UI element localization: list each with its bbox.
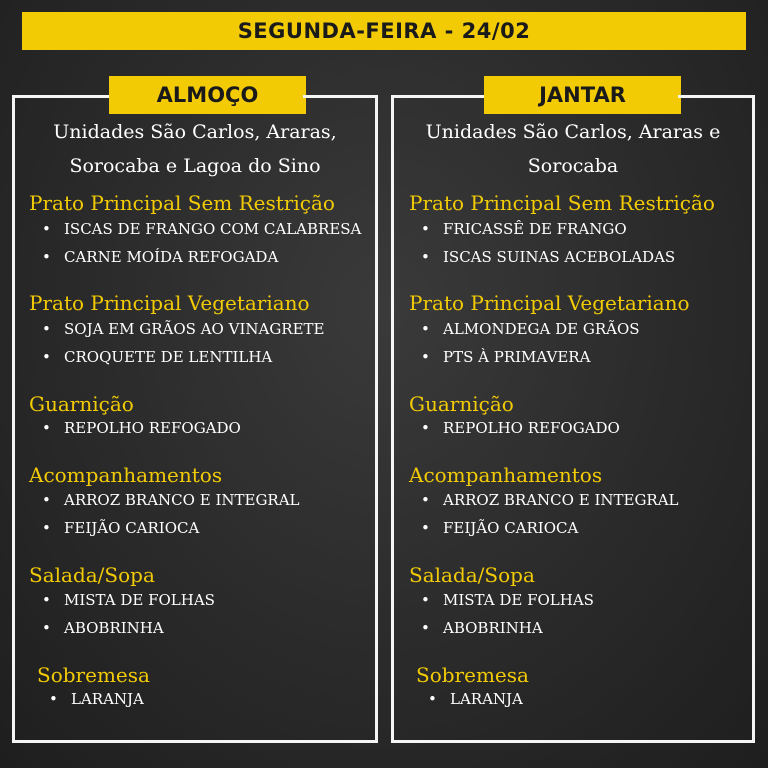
list-item: • FEIJÃO CARIOCA	[421, 519, 579, 537]
bullet-icon: •	[428, 690, 437, 708]
almoco-guarnicao-title: Guarnição	[29, 392, 134, 416]
list-item: • CARNE MOÍDA REFOGADA	[42, 248, 279, 266]
list-item: • ISCAS SUINAS ACEBOLADAS	[421, 248, 676, 266]
almoco-acompanhamentos-title: Acompanhamentos	[29, 463, 223, 487]
jantar-label: JANTAR	[484, 76, 681, 114]
bullet-icon: •	[42, 419, 51, 437]
jantar-sobremesa-title: Sobremesa	[416, 663, 529, 687]
list-item: • REPOLHO REFOGADO	[42, 419, 241, 437]
jantar-panel	[391, 83, 755, 743]
almoco-units-line2: Sorocaba e Lagoa do Sino	[69, 155, 321, 177]
bullet-icon: •	[42, 248, 51, 266]
list-item: • ARROZ BRANCO E INTEGRAL	[421, 491, 679, 509]
jantar-principal-title: Prato Principal Sem Restrição	[409, 191, 715, 215]
almoco-vegetariano-title: Prato Principal Vegetariano	[29, 291, 310, 315]
almoco-label: ALMOÇO	[109, 76, 306, 114]
list-item: • LARANJA	[49, 690, 144, 708]
almoco-salada-title: Salada/Sopa	[29, 563, 155, 587]
bullet-icon: •	[42, 348, 51, 366]
almoco-panel	[12, 83, 378, 743]
bullet-icon: •	[42, 519, 51, 537]
list-item: • ARROZ BRANCO E INTEGRAL	[42, 491, 300, 509]
bullet-icon: •	[421, 591, 430, 609]
bullet-icon: •	[421, 619, 430, 637]
almoco-units	[15, 115, 375, 183]
list-item: • SOJA EM GRÃOS AO VINAGRETE	[42, 320, 325, 338]
jantar-vegetariano-title: Prato Principal Vegetariano	[409, 291, 690, 315]
bullet-icon: •	[42, 619, 51, 637]
list-item: • ABOBRINHA	[42, 619, 164, 637]
list-item: • PTS À PRIMAVERA	[421, 348, 591, 366]
bullet-icon: •	[49, 690, 58, 708]
bullet-icon: •	[421, 248, 430, 266]
bullet-icon: •	[421, 519, 430, 537]
almoco-units-line1: Unidades São Carlos, Araras,	[53, 121, 337, 143]
list-item: • ISCAS DE FRANGO COM CALABRESA	[42, 220, 362, 238]
bullet-icon: •	[421, 348, 430, 366]
list-item: • ALMONDEGA DE GRÃOS	[421, 320, 640, 338]
date-banner: SEGUNDA-FEIRA - 24/02	[22, 12, 746, 50]
list-item: • LARANJA	[428, 690, 523, 708]
list-item: • MISTA DE FOLHAS	[42, 591, 215, 609]
list-item: • REPOLHO REFOGADO	[421, 419, 620, 437]
bullet-icon: •	[421, 320, 430, 338]
bullet-icon: •	[421, 491, 430, 509]
jantar-guarnicao-title: Guarnição	[409, 392, 514, 416]
jantar-units-line2: Sorocaba	[527, 155, 619, 177]
almoco-principal-title: Prato Principal Sem Restrição	[29, 191, 335, 215]
bullet-icon: •	[421, 419, 430, 437]
list-item: • CROQUETE DE LENTILHA	[42, 348, 273, 366]
bullet-icon: •	[421, 220, 430, 238]
list-item: • FRICASSÊ DE FRANGO	[421, 220, 627, 238]
list-item: • FEIJÃO CARIOCA	[42, 519, 200, 537]
jantar-acompanhamentos-title: Acompanhamentos	[409, 463, 603, 487]
list-item: • MISTA DE FOLHAS	[421, 591, 594, 609]
jantar-salada-title: Salada/Sopa	[409, 563, 535, 587]
jantar-units	[394, 115, 752, 183]
bullet-icon: •	[42, 491, 51, 509]
bullet-icon: •	[42, 591, 51, 609]
bullet-icon: •	[42, 220, 51, 238]
list-item: • ABOBRINHA	[421, 619, 543, 637]
almoco-sobremesa-title: Sobremesa	[37, 663, 150, 687]
bullet-icon: •	[42, 320, 51, 338]
jantar-units-line1: Unidades São Carlos, Araras e	[425, 121, 721, 143]
